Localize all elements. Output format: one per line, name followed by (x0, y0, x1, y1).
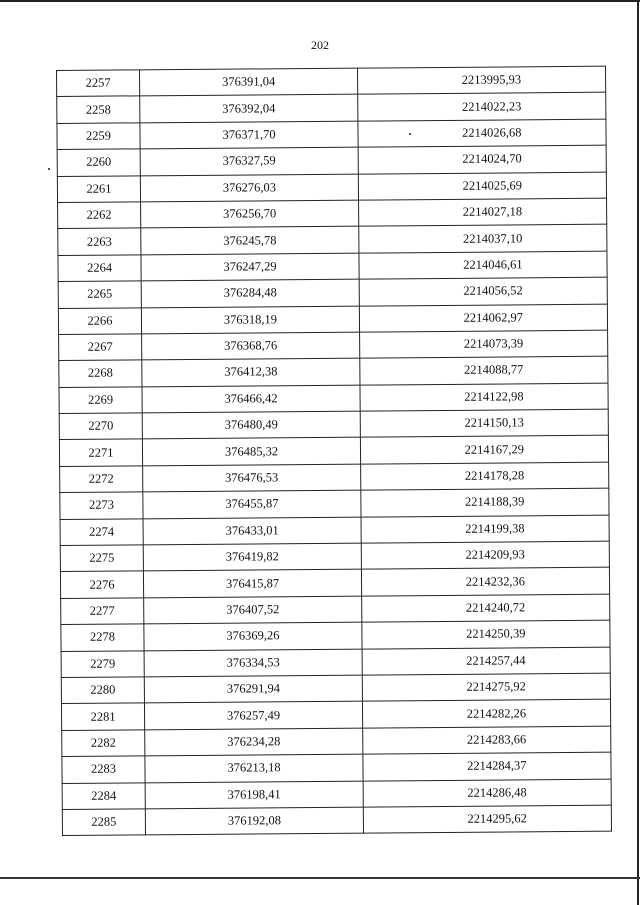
y-coordinate-cell: 2214284,37 (363, 752, 611, 780)
x-coordinate-cell: 376412,38 (142, 358, 360, 386)
y-coordinate-cell: 2214178,28 (361, 462, 609, 490)
point-number-cell: 2261 (57, 175, 140, 202)
point-number-cell: 2284 (62, 782, 145, 809)
x-coordinate-cell: 376433,01 (143, 517, 361, 545)
point-number-cell: 2279 (61, 650, 144, 677)
x-coordinate-cell: 376419,82 (143, 543, 361, 571)
point-number-cell: 2270 (59, 413, 142, 440)
y-coordinate-cell: 2214037,10 (359, 225, 607, 253)
y-coordinate-cell: 2214286,48 (363, 779, 611, 807)
x-coordinate-cell: 376455,87 (143, 490, 361, 518)
x-coordinate-cell: 376284,48 (141, 279, 359, 307)
y-coordinate-cell: 2214283,66 (363, 726, 611, 754)
y-coordinate-cell: 2214257,44 (362, 647, 610, 675)
x-coordinate-cell: 376318,19 (141, 306, 359, 334)
y-coordinate-cell: 2214088,77 (360, 356, 608, 384)
y-coordinate-cell: 2214282,26 (362, 700, 610, 728)
x-coordinate-cell: 376476,53 (143, 464, 361, 492)
x-coordinate-cell: 376466,42 (142, 385, 360, 413)
x-coordinate-cell: 376291,94 (144, 675, 362, 703)
y-coordinate-cell: 2214295,62 (363, 805, 611, 833)
point-number-cell: 2265 (58, 281, 141, 308)
point-number-cell: 2282 (62, 730, 145, 757)
x-coordinate-cell: 376247,29 (141, 253, 359, 281)
y-coordinate-cell: 2214232,36 (361, 568, 609, 596)
page-frame-top (0, 0, 640, 2)
x-coordinate-cell: 376213,18 (145, 754, 363, 782)
x-coordinate-cell: 376334,53 (144, 649, 362, 677)
y-coordinate-cell: 2214275,92 (362, 673, 610, 701)
x-coordinate-cell: 376327,59 (140, 147, 358, 175)
point-number-cell: 2273 (60, 492, 143, 519)
y-coordinate-cell: 2214062,97 (359, 304, 607, 332)
y-coordinate-cell: 2214073,39 (360, 330, 608, 358)
y-coordinate-cell: 2214122,98 (360, 383, 608, 411)
x-coordinate-cell: 376198,41 (145, 781, 363, 809)
y-coordinate-cell: 2214167,29 (360, 436, 608, 464)
point-number-cell: 2269 (59, 387, 142, 414)
point-number-cell: 2257 (57, 70, 140, 97)
point-number-cell: 2278 (61, 624, 144, 651)
y-coordinate-cell: 2214240,72 (362, 594, 610, 622)
point-number-cell: 2276 (60, 571, 143, 598)
point-number-cell: 2259 (57, 123, 140, 150)
page-number: 202 (311, 38, 329, 52)
point-number-cell: 2267 (59, 334, 142, 361)
point-number-cell: 2275 (60, 545, 143, 572)
x-coordinate-cell: 376257,49 (144, 701, 362, 729)
y-coordinate-cell: 2214024,70 (358, 145, 606, 173)
point-number-cell: 2262 (58, 202, 141, 229)
y-coordinate-cell: 2214188,39 (361, 488, 609, 516)
y-coordinate-cell: 2214025,69 (358, 172, 606, 200)
x-coordinate-cell: 376415,87 (143, 570, 361, 598)
y-coordinate-cell: 2214056,52 (359, 277, 607, 305)
point-number-cell: 2277 (61, 598, 144, 625)
x-coordinate-cell: 376245,78 (141, 226, 359, 254)
y-coordinate-cell: 2214199,38 (361, 515, 609, 543)
y-coordinate-cell: 2214022,23 (358, 93, 606, 121)
table-row (62, 805, 611, 836)
y-coordinate-cell: 2213995,93 (357, 66, 605, 94)
page-frame-right (637, 0, 639, 905)
point-number-cell: 2272 (60, 466, 143, 493)
x-coordinate-cell: 376369,26 (144, 622, 362, 650)
point-number-cell: 2285 (62, 809, 145, 836)
y-coordinate-cell: 2214250,39 (362, 620, 610, 648)
x-coordinate-cell: 376234,28 (145, 728, 363, 756)
x-coordinate-cell: 376192,08 (145, 807, 363, 835)
scan-speck (48, 168, 50, 170)
x-coordinate-cell: 376485,32 (142, 438, 360, 466)
x-coordinate-cell: 376371,70 (140, 121, 358, 149)
x-coordinate-cell: 376392,04 (140, 95, 358, 123)
point-number-cell: 2271 (59, 439, 142, 466)
x-coordinate-cell: 376407,52 (144, 596, 362, 624)
point-number-cell: 2258 (57, 96, 140, 123)
point-number-cell: 2268 (59, 360, 142, 387)
x-coordinate-cell: 376480,49 (142, 411, 360, 439)
page-frame-bottom (0, 877, 640, 879)
point-number-cell: 2263 (58, 228, 141, 255)
y-coordinate-cell: 2214027,18 (359, 198, 607, 226)
y-coordinate-cell: 2214209,93 (361, 541, 609, 569)
y-coordinate-cell: 2214046,61 (359, 251, 607, 279)
point-number-cell: 2274 (60, 518, 143, 545)
coordinates-table-body (57, 66, 612, 836)
x-coordinate-cell: 376256,70 (141, 200, 359, 228)
point-number-cell: 2280 (61, 677, 144, 704)
x-coordinate-cell: 376368,76 (142, 332, 360, 360)
point-number-cell: 2281 (61, 703, 144, 730)
coordinates-table (56, 66, 612, 837)
point-number-cell: 2260 (57, 149, 140, 176)
y-coordinate-cell: 2214026,68 (358, 119, 606, 147)
y-coordinate-cell: 2214150,13 (360, 409, 608, 437)
point-number-cell: 2266 (58, 307, 141, 334)
point-number-cell: 2264 (58, 255, 141, 282)
x-coordinate-cell: 376391,04 (140, 68, 358, 96)
x-coordinate-cell: 376276,03 (140, 174, 358, 202)
point-number-cell: 2283 (62, 756, 145, 783)
